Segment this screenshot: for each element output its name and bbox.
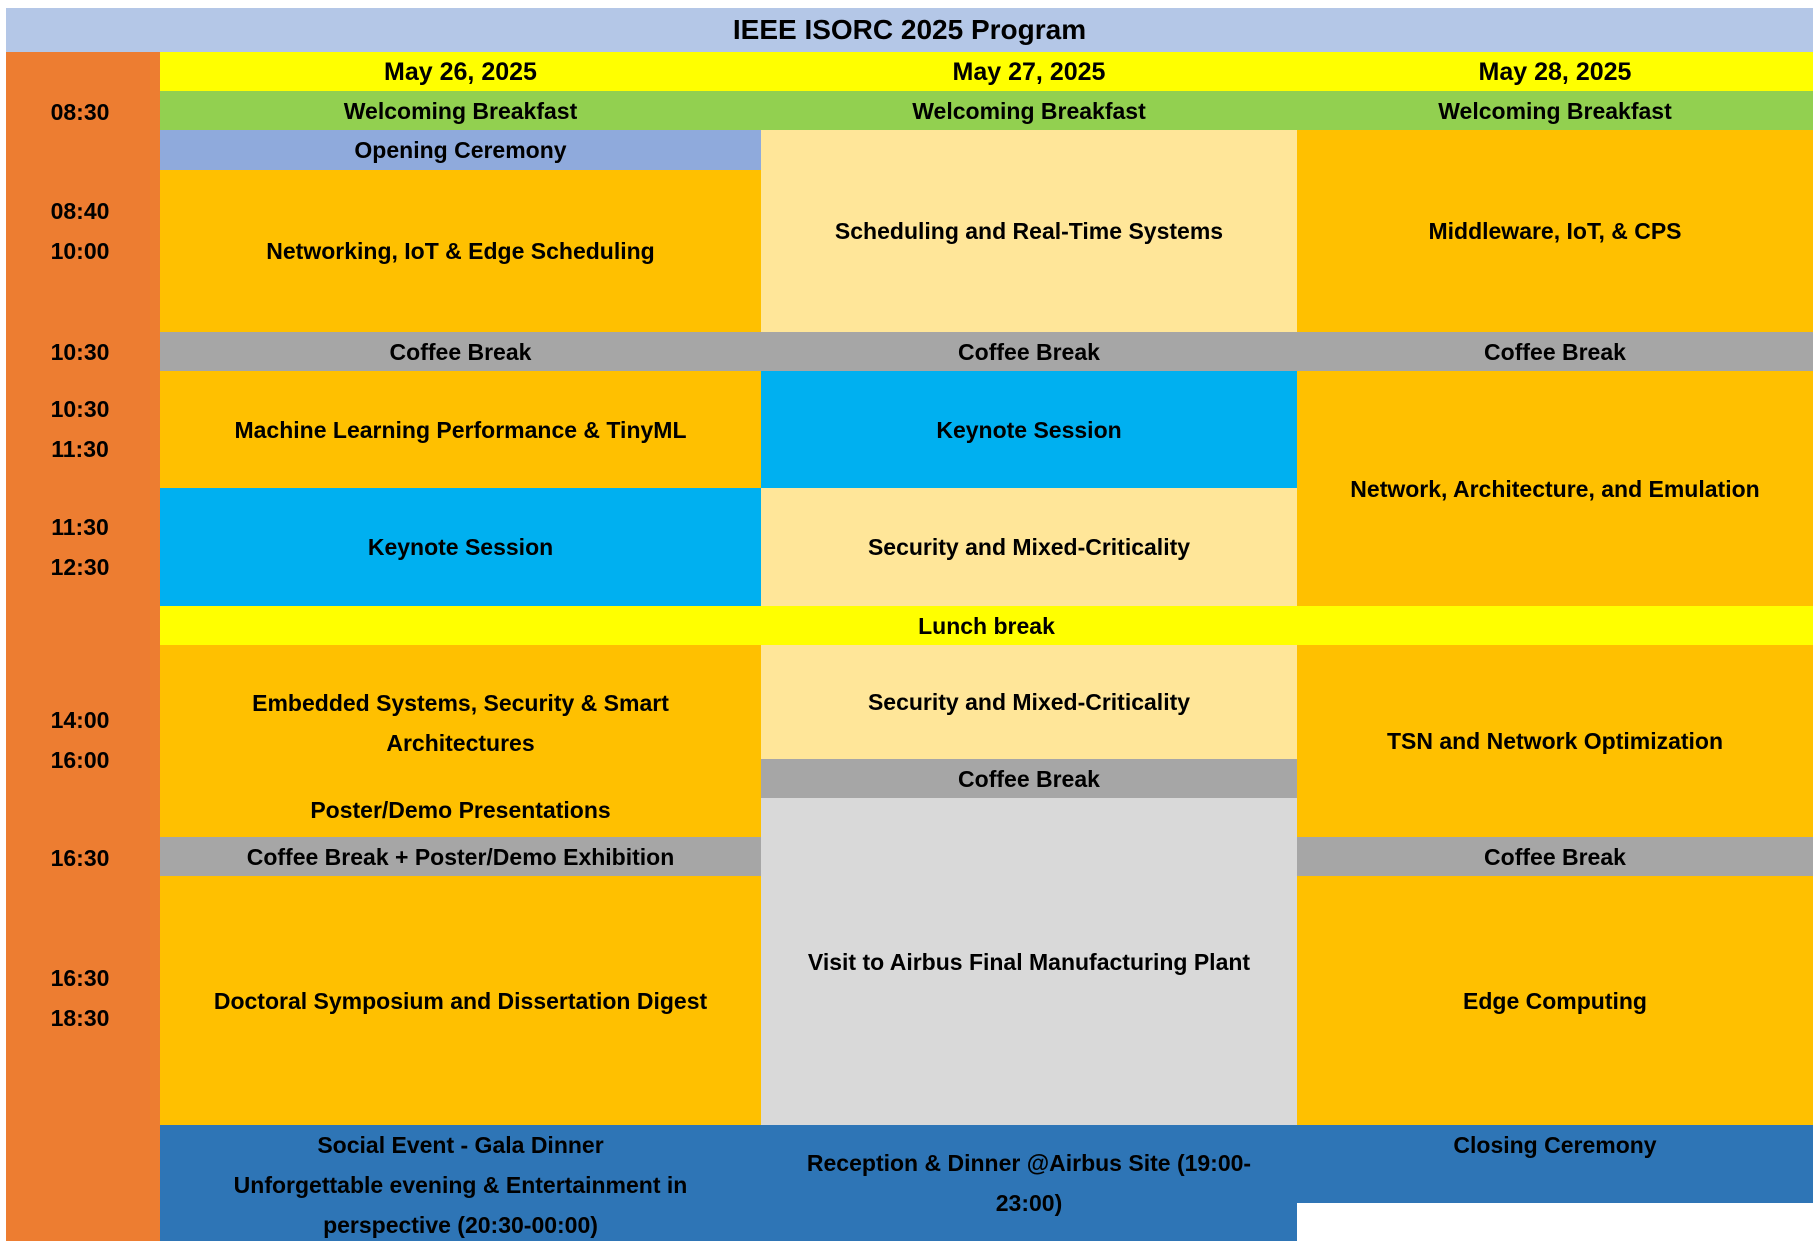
session-text: Visit to Airbus Final Manufacturing Plant [807, 948, 1251, 975]
coffee-break-may-28-morning [1297, 332, 1813, 371]
session-text: Coffee Break + Poster/Demo Exhibition [246, 843, 675, 870]
session-security-mixed-criticality-am [761, 488, 1297, 606]
session-text: Architectures [386, 730, 535, 756]
session-text: Scheduling and Real-Time Systems [834, 218, 1224, 244]
lunch-break [160, 606, 1813, 645]
time-label: 10:30 [50, 339, 110, 365]
coffee-break-may-27-afternoon [761, 759, 1297, 798]
session-tsn-network-optimization [1297, 645, 1813, 837]
session-text: 23:00) [995, 1190, 1063, 1216]
session-text: Coffee Break [389, 338, 532, 365]
day-header-may-27 [761, 52, 1297, 91]
day-header-may-28 [1297, 52, 1813, 91]
session-networking-iot-edge [160, 170, 761, 332]
breakfast-may-28 [1297, 91, 1813, 130]
session-network-architecture-emulation [1297, 371, 1813, 606]
session-machine-learning-tinyml [160, 371, 761, 488]
program-title-text: IEEE ISORC 2025 Program [732, 14, 1087, 45]
session-text: Welcoming Breakfast [1438, 97, 1672, 124]
day-header-text: May 28, 2025 [1478, 57, 1632, 86]
session-text: Coffee Break [958, 338, 1100, 365]
time-label: 18:30 [50, 1005, 110, 1031]
session-edge-computing [1297, 876, 1813, 1125]
session-text: Welcoming Breakfast [912, 97, 1146, 124]
session-text: TSN and Network Optimization [1386, 728, 1724, 754]
day-header-text: May 27, 2025 [952, 57, 1106, 86]
time-label: 16:30 [50, 845, 110, 871]
time-label: 10:30 [50, 396, 110, 422]
session-text: Middleware, IoT, & CPS [1428, 218, 1682, 244]
session-text: Closing Ceremony [1453, 1132, 1657, 1158]
time-label: 14:00 [50, 707, 110, 733]
breakfast-may-26 [160, 91, 761, 130]
session-text: perspective (20:30-00:00) [323, 1212, 598, 1238]
session-text: Coffee Break [958, 765, 1100, 792]
keynote-session-may-26 [160, 488, 761, 606]
session-embedded-systems-security [160, 645, 761, 837]
time-label: 11:30 [51, 514, 109, 540]
session-text: Opening Ceremony [354, 137, 567, 163]
session-text: Doctoral Symposium and Dissertation Digest [213, 987, 708, 1014]
program-title [6, 8, 1813, 52]
visit-airbus-plant [761, 798, 1297, 1125]
session-text: Coffee Break [1484, 843, 1626, 870]
time-label: 10:00 [50, 238, 110, 264]
session-text: Machine Learning Performance & TinyML [234, 416, 687, 443]
session-middleware-iot-cps [1297, 130, 1813, 332]
session-scheduling-real-time [761, 130, 1297, 332]
time-label: 16:00 [50, 747, 110, 773]
session-text: Edge Computing [1463, 987, 1647, 1014]
session-text: Security and Mixed-Criticality [867, 689, 1191, 715]
session-security-mixed-criticality-pm [761, 645, 1297, 759]
time-label: 12:30 [50, 554, 110, 580]
opening-ceremony [160, 130, 761, 170]
session-text: Reception & Dinner @Airbus Site (19:00- [806, 1150, 1252, 1176]
session-text: Security and Mixed-Criticality [867, 534, 1191, 560]
social-event-gala-dinner [160, 1125, 761, 1241]
coffee-break-may-26-morning [160, 332, 761, 371]
day-header-text: May 26, 2025 [384, 57, 537, 86]
reception-dinner-airbus [761, 1125, 1297, 1241]
session-text: Network, Architecture, and Emulation [1350, 475, 1760, 502]
session-text: Social Event - Gala Dinner [317, 1132, 604, 1158]
time-label: 08:40 [50, 198, 110, 224]
poster-demo-text: Poster/Demo Presentations [310, 797, 611, 823]
keynote-session-may-27 [761, 371, 1297, 488]
breakfast-may-27 [761, 91, 1297, 130]
coffee-break-may-27-morning [761, 332, 1297, 371]
session-text: Lunch break [918, 612, 1055, 639]
coffee-break-poster-exhibition [160, 837, 761, 876]
time-label: 11:30 [51, 436, 109, 462]
session-text: Welcoming Breakfast [343, 97, 578, 124]
session-text: Networking, IoT & Edge Scheduling [266, 238, 655, 264]
time-label: 16:30 [50, 965, 110, 991]
coffee-break-may-28-afternoon [1297, 837, 1813, 876]
session-text: Keynote Session [367, 534, 554, 560]
session-text: Unforgettable evening & Entertainment in [233, 1172, 688, 1198]
session-text: Embedded Systems, Security & Smart [252, 690, 669, 716]
closing-ceremony [1297, 1125, 1813, 1203]
session-text: Coffee Break [1484, 338, 1626, 365]
time-label: 08:30 [50, 99, 110, 125]
day-header-may-26 [160, 52, 761, 91]
session-doctoral-symposium [160, 876, 761, 1125]
session-text: Keynote Session [936, 416, 1122, 443]
